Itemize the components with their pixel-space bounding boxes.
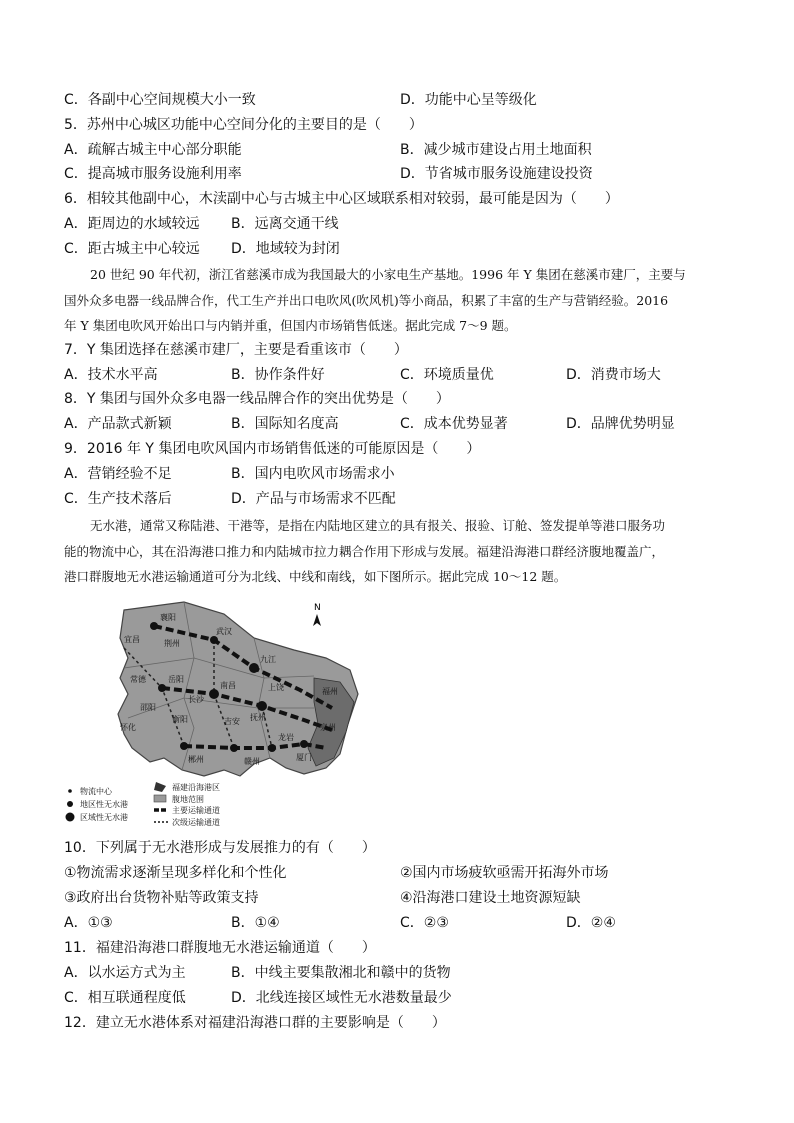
legend-label: 区域性无水港 <box>80 813 128 822</box>
city-label: 泉州 <box>320 723 336 732</box>
q11-stem: 11．福建沿海港口群腹地无水港运输通道（ ） <box>64 940 376 956</box>
city-label: 吉安 <box>224 717 240 726</box>
city-label: 长沙 <box>188 695 204 704</box>
q10-statement-3: ③政府出台货物补贴等政策支持 <box>64 890 259 906</box>
q5-option-a: A．疏解古城主中心部分职能 <box>64 142 242 158</box>
passage2-line-1: 无水港，通常又称陆港、干港等，是指在内陆地区建立的具有报关、报验、订舱、签发提单等港口服务功 <box>90 518 666 533</box>
dry-port-node <box>230 744 238 752</box>
city-label: 郴州 <box>188 755 204 764</box>
q7-option-c: C．环境质量优 <box>400 367 494 383</box>
q5-option-b: B．减少城市建设占用土地面积 <box>400 142 592 158</box>
q8-option-a: A．产品款式新颖 <box>64 416 172 432</box>
legend-label: 地区性无水港 <box>80 800 128 809</box>
dry-port-node <box>300 740 308 748</box>
dry-port-node <box>257 701 267 711</box>
city-label: 厦门 <box>296 753 312 762</box>
passage1-line-1: 20 世纪 90 年代初，浙江省慈溪市成为我国最大的小家电生产基地。1996 年 Y 集团在慈溪市建厂，主要与 <box>90 267 686 282</box>
passage2-line-3: 港口群腹地无水港运输通道可分为北线、中线和南线，如下图所示。据此完成 10～12 题。 <box>64 569 567 584</box>
area-dry-port-symbol <box>66 813 75 822</box>
q7-option-a: A．技术水平高 <box>64 367 158 383</box>
q8-stem: 8．Y 集团与国外众多电器一线品牌合作的突出优势是（ ） <box>64 391 450 407</box>
city-label: 襄阳 <box>160 613 176 622</box>
q11-option-b: B．中线主要集散湘北和赣中的货物 <box>231 965 451 981</box>
q6-option-c: C．距古城主中心较远 <box>64 241 200 257</box>
q6-stem: 6．相较其他副中心，木渎副中心与古城主中心区域联系相对较弱，最可能是因为（ ） <box>64 191 619 207</box>
city-label: 九江 <box>260 655 276 664</box>
q5-option-c: C．提高城市服务设施利用率 <box>64 166 242 182</box>
city-label: 宜昌 <box>124 635 140 644</box>
q9-option-d: D．产品与市场需求不匹配 <box>231 491 396 507</box>
q6-option-a: A．距周边的水域较远 <box>64 216 200 232</box>
q10-statement-2: ②国内市场疲软亟需开拓海外市场 <box>400 865 609 881</box>
dry-port-node <box>209 689 219 699</box>
dry-port-node <box>180 742 188 750</box>
q11-option-d: D．北线连接区域性无水港数量最少 <box>231 990 452 1006</box>
q10-option-b: B．①④ <box>231 915 280 931</box>
q10-option-a: A．①③ <box>64 915 113 931</box>
city-label: 赣州 <box>244 757 260 766</box>
q11-option-a: A．以水运方式为主 <box>64 965 186 981</box>
q11-option-c: C．相互联通程度低 <box>64 990 186 1006</box>
q6-option-d: D．地域较为封闭 <box>231 241 340 257</box>
city-label: 岳阳 <box>168 675 184 684</box>
q4-option-c: C．各副中心空间规模大小一致 <box>64 92 256 108</box>
passage1-line-2: 国外众多电器一线品牌合作，代工生产并出口电吹风(吹风机)等小商品，积累了丰富的生产与营销经验。2016 <box>64 293 669 308</box>
q10-statement-4: ④沿海港口建设土地资源短缺 <box>400 890 581 906</box>
q8-option-b: B．国际知名度高 <box>231 416 339 432</box>
legend-label: 次级运输通道 <box>172 818 220 827</box>
dry-port-node <box>268 744 276 752</box>
q7-option-b: B．协作条件好 <box>231 367 325 383</box>
city-label: 衡阳 <box>172 715 188 724</box>
north-arrow-icon <box>313 603 321 626</box>
city-label: 福州 <box>322 687 338 696</box>
city-label: 龙岩 <box>278 733 294 742</box>
city-label: 南昌 <box>220 681 236 690</box>
svg-text:N: N <box>314 603 321 613</box>
hinterland-symbol <box>154 795 166 802</box>
legend-label: 主要运输通道 <box>172 806 220 815</box>
city-label: 武汉 <box>216 627 232 636</box>
city-label: 荆州 <box>164 639 180 648</box>
dry-port-node <box>150 622 158 630</box>
q7-option-d: D．消费市场大 <box>566 367 661 383</box>
q7-stem: 7．Y 集团选择在慈溪市建厂，主要是看重该市（ ） <box>64 342 408 358</box>
city-label: 怀化 <box>120 723 136 732</box>
q9-option-b: B．国内电吹风市场需求小 <box>231 466 395 482</box>
passage1-line-3: 年 Y 集团电吹风开始出口与内销并重，但国内市场销售低迷。据此完成 7～9 题。 <box>64 318 517 333</box>
city-label: 邵阳 <box>140 703 156 712</box>
q10-option-c: C．②③ <box>400 915 449 931</box>
q9-option-a: A．营销经验不足 <box>64 466 172 482</box>
dry-port-node <box>249 663 259 673</box>
legend-label: 福建沿海港区 <box>172 783 220 792</box>
q10-stem: 10．下列属于无水港形成与发展推力的有（ ） <box>64 840 376 856</box>
q5-option-d: D．节省城市服务设施建设投资 <box>400 166 593 182</box>
q6-option-b: B．远离交通干线 <box>231 216 339 232</box>
legend-label: 腹地范围 <box>172 795 204 804</box>
dry-port-node <box>210 636 218 644</box>
logistics-center-symbol <box>68 789 72 793</box>
q4-option-d: D．功能中心呈等级化 <box>400 92 537 108</box>
q5-stem: 5．苏州中心城区功能中心空间分化的主要目的是（ ） <box>64 117 423 133</box>
q10-statement-1: ①物流需求逐渐呈现多样化和个性化 <box>64 865 287 881</box>
passage2-line-2: 能的物流中心，其在沿海港口推力和内陆城市拉力耦合作用下形成与发展。福建沿海港口群经济腹地覆盖广， <box>64 544 665 559</box>
q8-option-c: C．成本优势显著 <box>400 416 508 432</box>
q12-stem: 12．建立无水港体系对福建沿海港口群的主要影响是（ ） <box>64 1015 446 1031</box>
dry-port-node <box>158 684 166 692</box>
city-label: 抚州 <box>250 713 266 722</box>
q10-option-d: D．②④ <box>566 915 616 931</box>
city-label: 上饶 <box>268 683 284 692</box>
city-label: 常德 <box>130 675 146 684</box>
q8-option-d: D．品牌优势明显 <box>566 416 675 432</box>
regional-dry-port-symbol <box>67 801 73 807</box>
hinterland-map <box>64 598 364 830</box>
logistics-map-figure <box>64 598 364 830</box>
legend-label: 物流中心 <box>80 787 112 796</box>
q9-stem: 9．2016 年 Y 集团电吹风国内市场销售低迷的可能原因是（ ） <box>64 441 481 457</box>
port-zone-symbol <box>154 782 166 792</box>
q9-option-c: C．生产技术落后 <box>64 491 172 507</box>
